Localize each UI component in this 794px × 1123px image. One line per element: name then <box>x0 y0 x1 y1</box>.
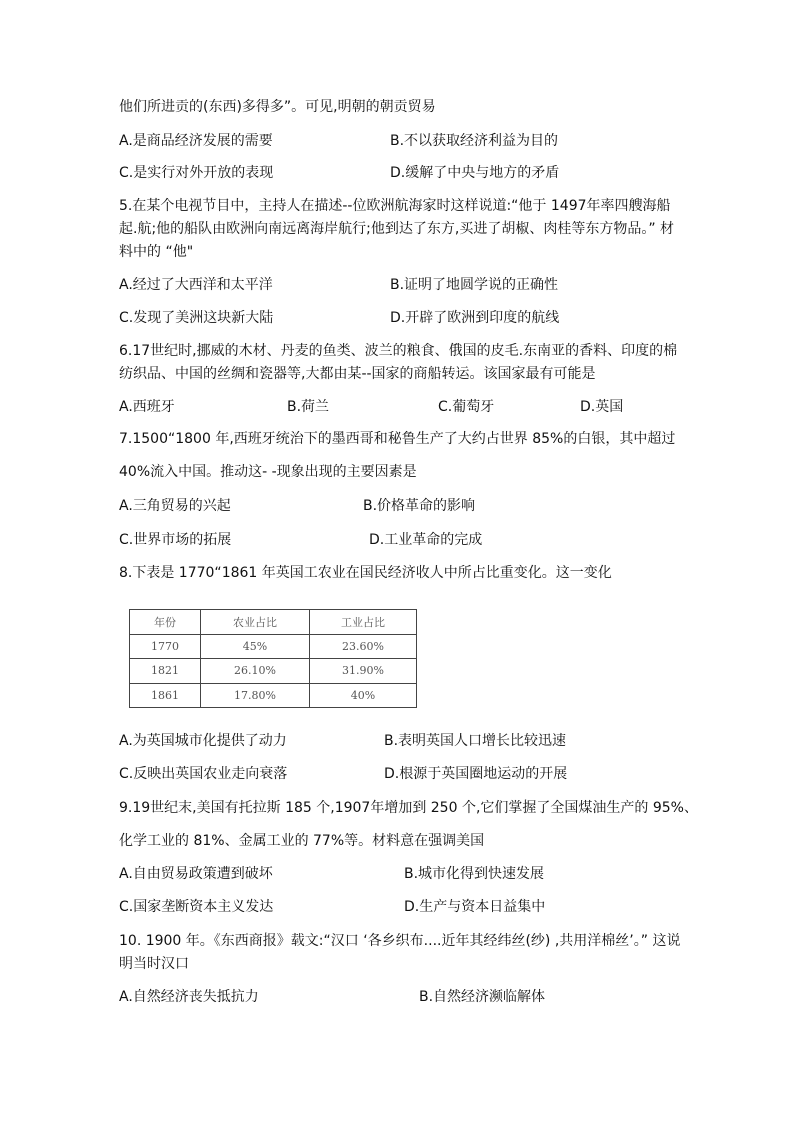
option-d: D.缓解了中央与地方的矛盾 <box>390 165 560 181</box>
option-c: C.世界市场的拓展 <box>119 532 232 548</box>
question-5-line-2: 起.航;他的船队由欧洲向南远离海岸航行;他到达了东方,买进了胡椒、肉桂等东方物品。” 材 <box>119 221 675 237</box>
data-table <box>129 609 417 708</box>
table-cell: 40% <box>310 683 417 708</box>
option-c: C.发现了美洲这块新大陆 <box>119 310 274 326</box>
option-b: B.价格革命的影响 <box>363 498 476 514</box>
table-row <box>130 634 417 659</box>
option-b: B.城市化得到快速发展 <box>404 866 545 882</box>
option-a: A.经过了大西洋和太平洋 <box>119 277 273 293</box>
option-d: D.根源于英国圈地运动的开展 <box>384 766 568 782</box>
question-8-line-1: 8.下表是 1770“1861 年英国工农业在国民经济收人中所占比重变化。这一变化 <box>119 565 612 581</box>
option-a: A.三角贸易的兴起 <box>119 498 231 514</box>
option-a: A.自由贸易政策遭到破坏 <box>119 866 273 882</box>
option-b: B.不以获取经济利益为目的 <box>390 133 559 149</box>
option-d: D.英国 <box>580 399 624 415</box>
option-a: A.是商品经济发展的需要 <box>119 133 273 149</box>
option-c: C.反映出英国农业走向衰落 <box>119 766 288 782</box>
table-header-cell: 年份 <box>130 610 201 635</box>
question-9-line-1: 9.19世纪末,美国有托拉斯 185 个,1907年增加到 250 个,它们掌握了全国煤油生产的 95%、 <box>119 800 698 816</box>
table-cell: 45% <box>201 634 310 659</box>
option-c: C.葡萄牙 <box>438 399 495 415</box>
table-cell: 17.80% <box>201 683 310 708</box>
table-cell: 23.60% <box>310 634 417 659</box>
table-row <box>130 683 417 708</box>
option-a: A.为英国城市化提供了动力 <box>119 733 287 749</box>
question-6-line-2: 纺织品、中国的丝绸和瓷器等,大都由某--国家的商船转运。该国家最有可能是 <box>119 366 596 382</box>
question-7-line-1: 7.1500“1800 年,西班牙统治下的墨西哥和秘鲁生产了大约占世界 85%的白银，其中超过 <box>119 431 676 447</box>
table-header-row <box>130 610 417 635</box>
question-10-line-1: 10. 1900 年。《东西商报》载文:“汉口 ‘各乡织布....近年其经纬丝(纱) ,共用洋棉丝’。” 这说 <box>119 933 681 949</box>
question-6-line-1: 6.17世纪时,挪威的木材、丹麦的鱼类、波兰的粮食、俄国的皮毛.东南亚的香料、印度的棉 <box>119 343 678 359</box>
question-10-line-2: 明当时汉口 <box>119 956 189 972</box>
option-c: C.是实行对外开放的表现 <box>119 165 274 181</box>
option-c: C.国家垄断资本主义发达 <box>119 899 274 915</box>
table-cell: 1861 <box>130 683 201 708</box>
question-5-line-1: 5.在某个电视节目中，主持人在描述--位欧洲航海家时这样说道:“他于 1497年率四艘海船 <box>119 198 671 214</box>
question-9-line-2: 化学工业的 81%、金属工业的 77%等。材料意在强调美国 <box>119 833 485 849</box>
option-d: D.开辟了欧洲到印度的航线 <box>390 310 560 326</box>
option-d: D.工业革命的完成 <box>369 532 483 548</box>
question-5-line-3: 料中的 “他" <box>119 244 194 260</box>
option-b: B.自然经济濒临解体 <box>419 989 546 1005</box>
table-row <box>130 659 417 684</box>
table-header-cell: 工业占比 <box>310 610 417 635</box>
option-b: B.证明了地圆学说的正确性 <box>390 277 559 293</box>
table-header-cell: 农业占比 <box>201 610 310 635</box>
option-b: B.荷兰 <box>287 399 330 415</box>
option-b: B.表明英国人口增长比较迅速 <box>384 733 567 749</box>
table-cell: 26.10% <box>201 659 310 684</box>
text-line: 他们所进贡的(东西)多得多”。可见,明朝的朝贡贸易 <box>119 99 436 115</box>
option-d: D.生产与资本日益集中 <box>404 899 546 915</box>
table-cell: 1770 <box>130 634 201 659</box>
table-cell: 1821 <box>130 659 201 684</box>
table-cell: 31.90% <box>310 659 417 684</box>
option-a: A.西班牙 <box>119 399 175 415</box>
option-a: A.自然经济丧失抵抗力 <box>119 989 259 1005</box>
question-7-line-2: 40%流入中国。推动这- -现象出现的主要因素是 <box>119 464 417 480</box>
